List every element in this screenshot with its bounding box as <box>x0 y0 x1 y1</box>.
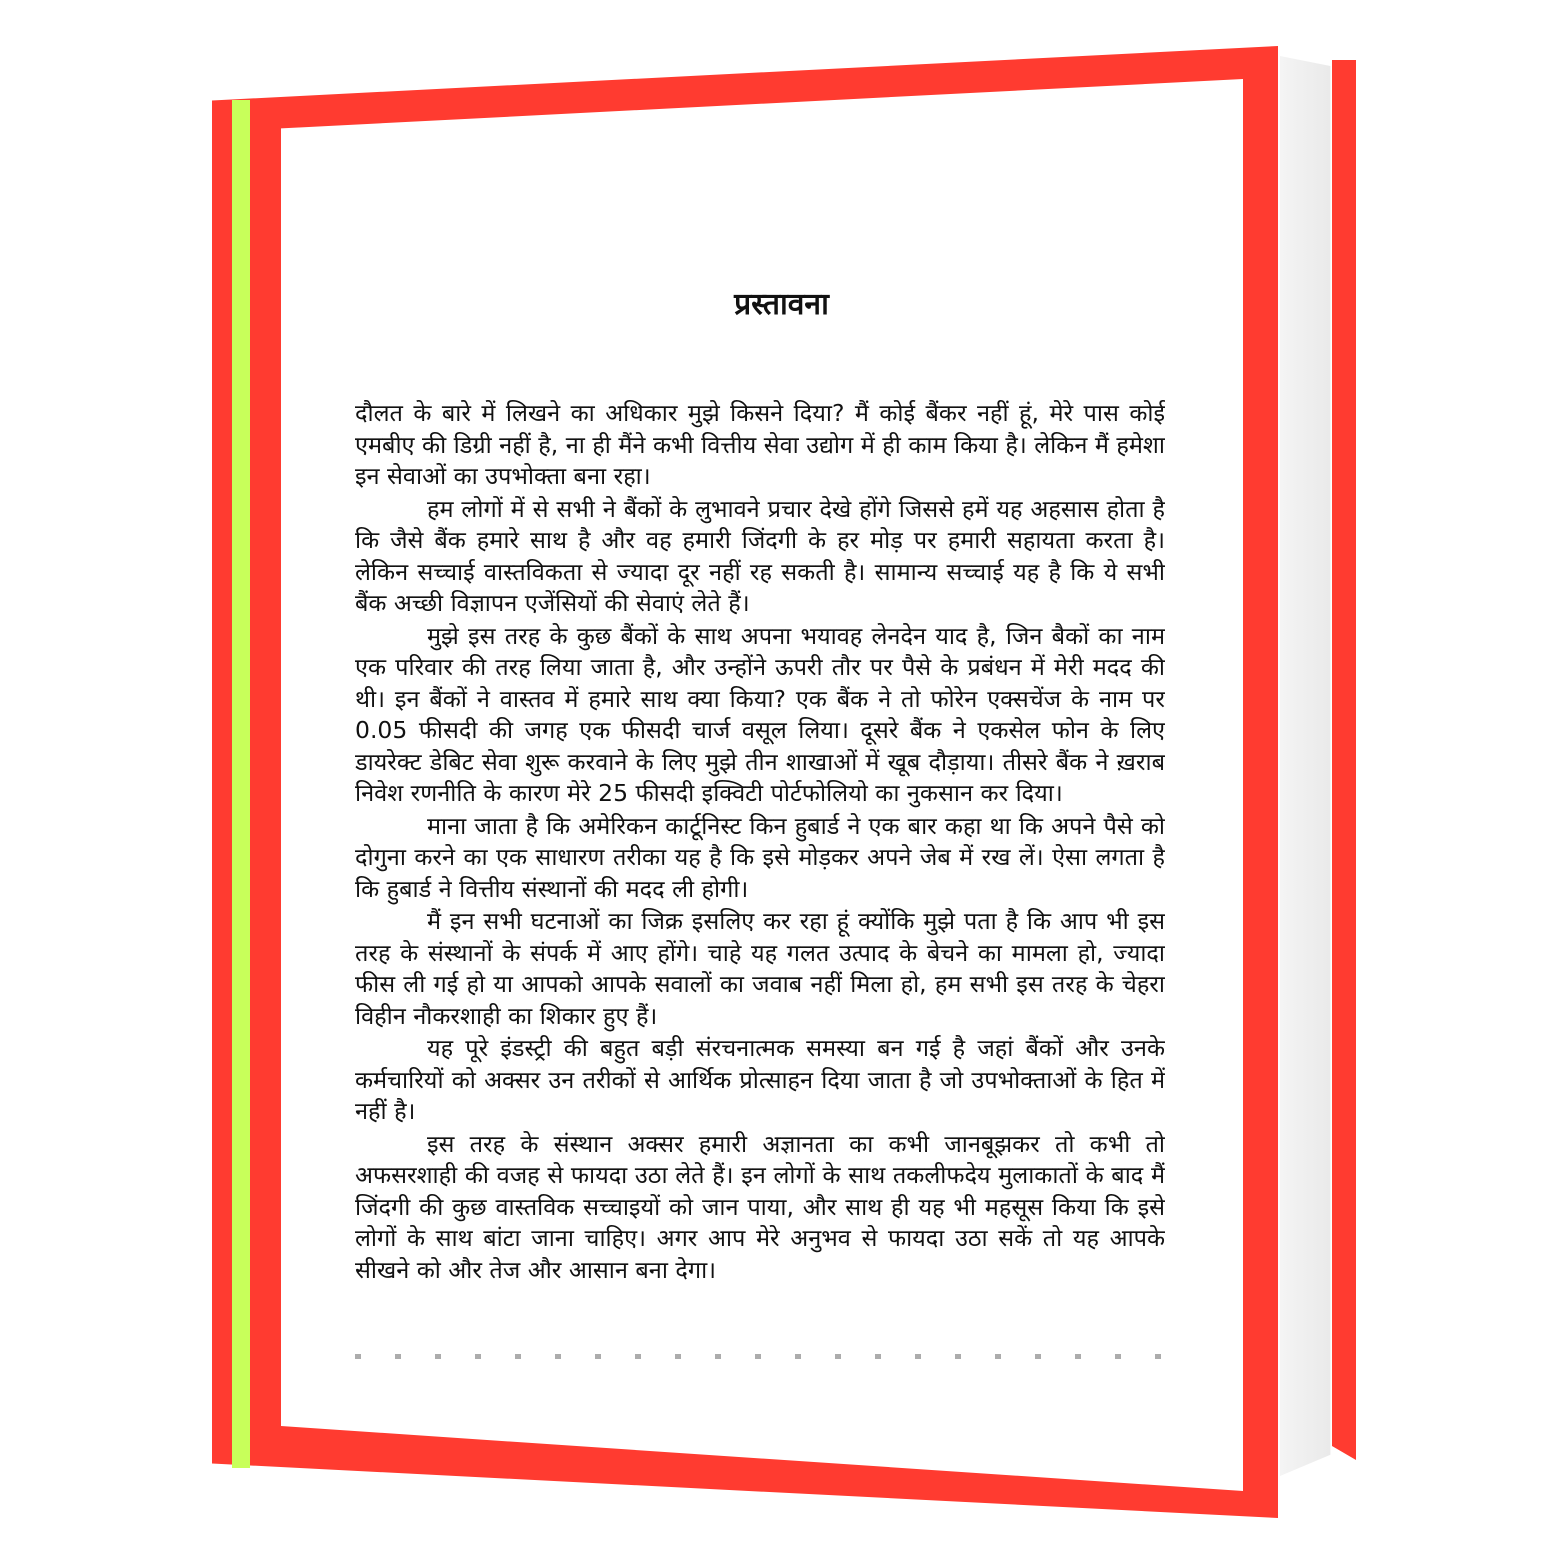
paragraph: हम लोगों में से सभी ने बैंकों के लुभावने प्रचार देखे होंगे जिससे हमें यह अहसास होता है कि जैसे बैंक हमारे साथ है और वह हमारी जिंदगी के हर मोड़ पर हमारी सहायता करता है। लेकिन सच्चाई वास्तविकता से ज्यादा दूर नहीं रह सकती है। सामान्य सच्चाई यह है कि ये सभी बैंक अच्छी विज्ञापन एजेंसियों की सेवाएं लेते हैं। <box>355 494 1165 617</box>
paragraph: मुझे इस तरह के कुछ बैंकों के साथ अपना भयावह लेनदेन याद है, जिन बैकों का नाम एक परिवार की तरह लिया जाता है, और उन्होंने ऊपरी तौर पर पैसे के प्रबंधन में मेरी मदद की थी। इन बैंकों ने वास्तव में हमारे साथ क्या किया? एक बैंक ने तो फोरेन एक्सचेंज के नाम पर 0.05 फीसदी की जगह एक फीसदी चार्ज वसूल लिया। दूसरे बैंक ने एकसेल फोन के लिए डायरेक्ट डेबिट सेवा शुरू करवाने के लिए मुझे तीन शाखाओं में खूब दौड़ाया। तीसरे बैंक ने ख़राब निवेश रणनीति के कारण मेरे 25 फीसदी इक्विटी पोर्टफोलियो का नुकसान कर दिया। <box>355 621 1165 807</box>
paragraph: यह पूरे इंडस्ट्री की बहुत बड़ी संरचनात्मक समस्या बन गई है जहां बैंकों और उनके कर्मचारियों को अक्सर उन तरीकों से आर्थिक प्रोत्साहन दिया जाता है जो उपभोक्ताओं के हित में नहीं है। <box>355 1034 1165 1125</box>
paragraph: मैं इन सभी घटनाओं का जिक्र इसलिए कर रहा हूं क्योंकि मुझे पता है कि आप भी इस तरह के संस्थानों के संपर्क में आए होंगे। चाहे यह गलत उत्पाद के बेचने का मामला हो, ज्यादा फीस ली गई हो या आपको आपके सवालों का जवाब नहीं मिला हो, हम सभी इस तरह के चेहरा विहीन नौकरशाही का शिकार हुए हैं। <box>355 907 1165 1030</box>
page-body <box>355 398 1165 1354</box>
paragraph: माना जाता है कि अमेरिकन कार्टूनिस्ट किन हुबार्ड ने एक बार कहा था कि अपने पैसे को दोगुना करने का एक साधारण तरीका यह है कि इसे मोड़कर अपने जेब में रख लें। ऐसा लगता है कि हुबार्ड ने वित्तीय संस्थानों की मदद ली होगी। <box>355 811 1165 903</box>
paragraph: दौलत के बारे में लिखने का अधिकार मुझे किसने दिया? मैं कोई बैंकर नहीं हूं, मेरे पास कोई एमबीए की डिग्री नहीं है, ना ही मैंने कभी वित्तीय सेवा उद्योग में ही काम किया है। लेकिन मैं हमेशा इन सेवाओं का उपभोक्ता बना रहा। <box>355 399 1165 490</box>
paragraph: इस तरह के संस्थान अक्सर हमारी अज्ञानता का कभी जानबूझकर तो कभी तो अफसरशाही की वजह से फायदा उठा लेते हैं। इन लोगों के साथ तकलीफदेय मुलाकातों के बाद मैं जिंदगी की कुछ वास्तविक सच्चाइयों को जान पाया, और साथ ही यह भी महसूस किया कि इसे लोगों के साथ बांटा जाना चाहिए। अगर आप मेरे अनुभव से फायदा उठा सकें तो यह आपके सीखने को और तेज और आसान बना देगा। <box>355 1129 1165 1284</box>
page-title: प्रस्तावना <box>734 287 829 322</box>
cut-off-text-line <box>355 1354 1165 1359</box>
